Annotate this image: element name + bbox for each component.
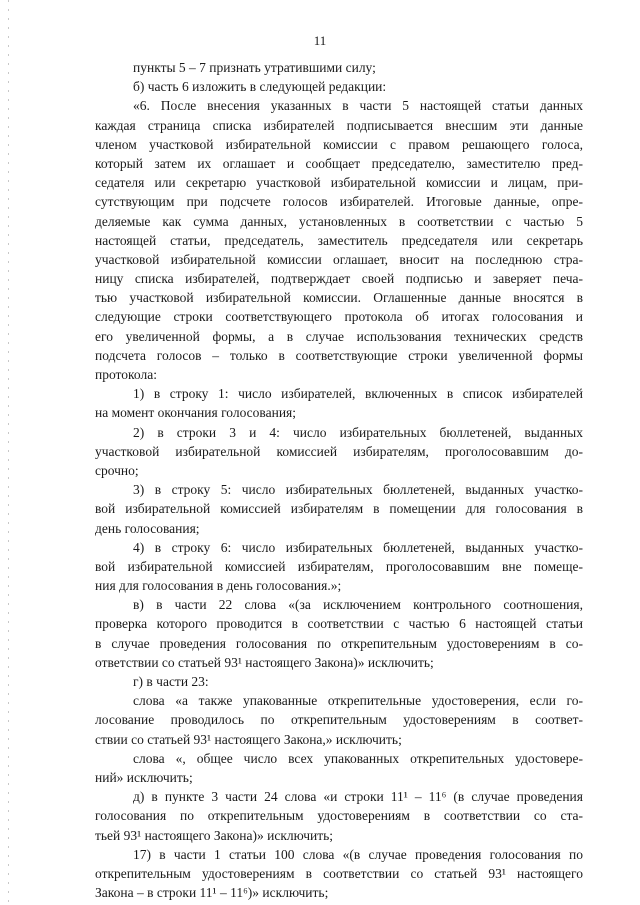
text-line: срочно; [95, 462, 139, 478]
text-line: в случае проведения голосования по открепительным удостоверениям в со- [95, 635, 583, 651]
text-line: членом участковой избирательной комиссии с правом решающего голоса, [95, 136, 583, 152]
text-line: 3) в строку 5: число избирательных бюллетеней, выданных участко- [133, 482, 583, 498]
text-line: сутствующим при подсчете голосов избирателей. Итоговые данные, опре- [95, 194, 583, 210]
text-line: вой избирательной комиссией избирателям, проголосовавшим вне помеще- [95, 558, 583, 574]
text-line: слова «, общее число всех упакованных открепительных удостовере- [133, 750, 583, 766]
text-line: который затем их оглашает и сообщает председателю, заместителю пред- [95, 155, 583, 171]
text-line: деляемые как сумма данных, установленных в соответствии с частью 5 [95, 213, 583, 229]
text-line: пункты 5 – 7 признать утратившими силу; [133, 60, 376, 75]
text-line: ний» исключить; [95, 769, 193, 785]
text-line: Закона – в строки 11¹ – 11⁶)» исключить; [95, 885, 329, 901]
page-number: 11 [313, 33, 327, 48]
text-line: 17) в части 1 статьи 100 слова «(в случае проведения голосования по [133, 846, 583, 862]
scan-margin-dots [8, 0, 9, 905]
text-line: седателя или секретарю участковой избирательной комиссии и лицам, при- [95, 175, 583, 191]
text-line: участковой избирательной комиссией избирателям, проголосовавшим до- [95, 443, 583, 459]
text-line: подсчета голосов – только в соответствующие строки увеличенной формы [95, 347, 583, 363]
text-line: ния для голосования в день голосования.»; [95, 578, 342, 594]
text-line: тью участковой избирательной комиссии. Оглашенные данные вносятся в [95, 290, 583, 306]
text-line: настоящей статьи, председатель, заместитель председателя или секретарь [95, 232, 583, 248]
text-line: слова «а также упакованные открепительные удостоверения, если го- [133, 693, 583, 709]
text-line: каждая страница списка избирателей подписывается внесшим эти данные [95, 117, 583, 133]
text-line: тьей 93¹ настоящего Закона)» исключить; [95, 827, 334, 843]
text-line: вой избирательной комиссией избирателям в помещении для голосования в [95, 501, 583, 517]
text-line: «6. После внесения указанных в части 5 настоящей статьи данных [133, 98, 583, 114]
text-line: б) часть 6 изложить в следующей редакции: [133, 79, 387, 95]
text-line: д) в пункте 3 части 24 слова «и строки 11¹ – 11⁶ (в случае проведения [133, 789, 583, 805]
text-line: 4) в строку 6: число избирательных бюллетеней, выданных участко- [133, 539, 583, 555]
text-line: протокола: [95, 367, 157, 382]
text-line: в) в части 22 слова «(за исключением контрольного соотношения, [133, 597, 583, 613]
text-line: лосование проводилось по открепительным удостоверениям в соответ- [95, 712, 583, 728]
text-line: участковой избирательной комиссии оглашает, вносит на последнюю стра- [95, 251, 583, 267]
text-line: 1) в строку 1: число избирателей, включенных в список избирателей [133, 386, 583, 402]
text-line: голосования по открепительным удостоверениям в соответствии со ста- [95, 808, 583, 824]
document-body [95, 58, 583, 902]
text-line: проверка которого проводится в соответствии с частью 6 настоящей статьи [95, 616, 583, 632]
text-line: ницу списка избирателей, подтверждает своей подписью и заверяет печа- [95, 271, 583, 287]
text-line: ствии со статьей 93¹ настоящего Закона,» исключить; [95, 731, 402, 747]
text-line: открепительным удостоверениям в соответствии со статьей 93¹ настоящего [95, 865, 583, 881]
text-line: следующие строки соответствующего протокола об итогах голосования и [95, 309, 583, 325]
text-line: ответствии со статьей 93¹ настоящего Закона)» исключить; [95, 654, 434, 670]
text-line: его увеличенной формы, а в случае использования технических средств [95, 328, 583, 344]
text-line: день голосования; [95, 520, 200, 536]
text-line: г) в части 23: [133, 674, 209, 689]
text-line: на момент окончания голосования; [95, 405, 297, 421]
text-line: 2) в строки 3 и 4: число избирательных бюллетеней, выданных [133, 424, 583, 440]
